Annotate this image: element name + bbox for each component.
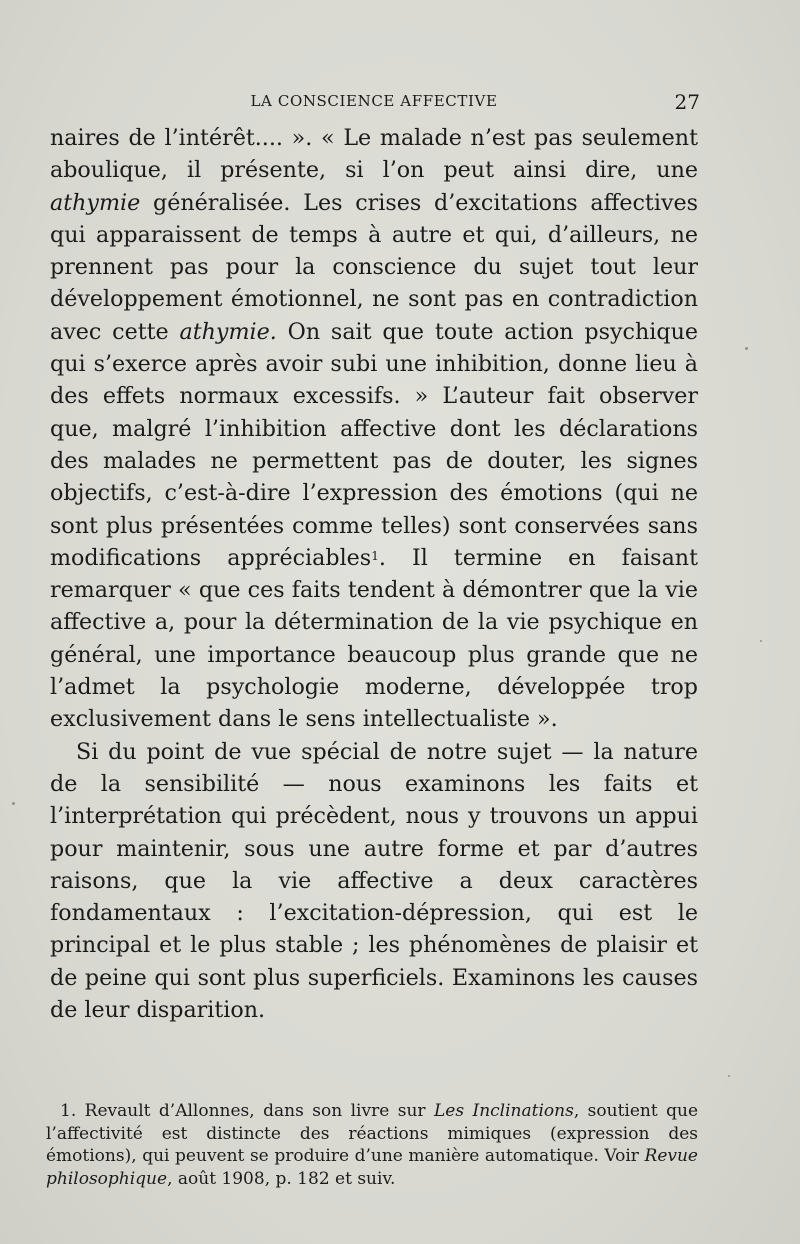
footnote-part-b: , soutient que l’affectivité est distincte des réactions mimiques (expression des émotions), qui peuvent se produire d’une manière automatique. Voir	[46, 1101, 699, 1167]
paragraph-1	[50, 122, 698, 736]
italic-term-athymie-2: athymie.	[179, 318, 277, 345]
italic-term-athymie: athymie	[50, 189, 141, 216]
paragraph-1-part-d: . Il termine en faisant remarquer « que ces faits tendent à démontrer que la vie affective a, pour la détermination de la vie psychique en général, une importance beaucoup plus grande que ne l’admet la psychologie moderne, développée trop exclusivement dans le sens intellectualiste ».	[50, 544, 699, 733]
footnote-part-c: , août 1908, p. 182 et suiv.	[167, 1168, 396, 1189]
running-head	[48, 92, 700, 116]
footnote-book-title: Les Inclinations	[433, 1101, 574, 1121]
paper-speck	[728, 1075, 730, 1077]
footnote-part-a: 1. Revault d’Allonnes, dans son livre sur	[60, 1101, 434, 1121]
footnote-journal-title: Revue philosophique	[46, 1146, 698, 1189]
paper-speck	[760, 640, 762, 642]
footnote-reference: 1	[371, 548, 379, 563]
paper-speck	[745, 347, 748, 350]
paragraph-1-part-c: On sait que toute action psychique qui s’exerce après avoir subi une inhibition, donne lieu à des effets normaux excessifs. » L’auteur fait observer que, malgré l’inhibition affective dont les déclarations des malades ne permettent pas de douter, les signes objectifs, c’est-à-dire l’expression des émotions (qui ne sont plus présentées comme telles) sont conservées sans modifications appréciables	[50, 318, 698, 571]
footnote	[46, 1100, 698, 1190]
paper-speck	[12, 802, 15, 805]
body-text	[50, 122, 698, 1026]
paragraph-1-part-a: naires de l’intérêt.... ». « Le malade n’est pas seulement aboulique, il présente, si l’on peut ainsi dire, une	[50, 125, 698, 184]
paragraph-2: Si du point de vue spécial de notre sujet — la nature de la sensibilité — nous examinons les faits et l’interprétation qui précèdent, nous y trouvons un appui pour maintenir, sous une autre forme et par d’autres raisons, que la vie affective a deux caractères fondamentaux : l’excitation-dépression, qui est le principal et le plus stable ; les phénomènes de plaisir et de peine qui sont plus superficiels. Examinons les causes de leur disparition.	[50, 738, 698, 1024]
paragraph-1-part-b: généralisée. Les crises d’excitations affectives qui apparaissent de temps à autre et qui, d’ailleurs, ne prennent pas pour la conscience du sujet tout leur développement émotionnel, ne sont pas en contradiction avec cette	[50, 189, 698, 345]
footnote-text	[46, 1100, 698, 1190]
running-title: LA CONSCIENCE AFFECTIVE	[250, 92, 498, 110]
page-number: 27	[674, 90, 700, 114]
